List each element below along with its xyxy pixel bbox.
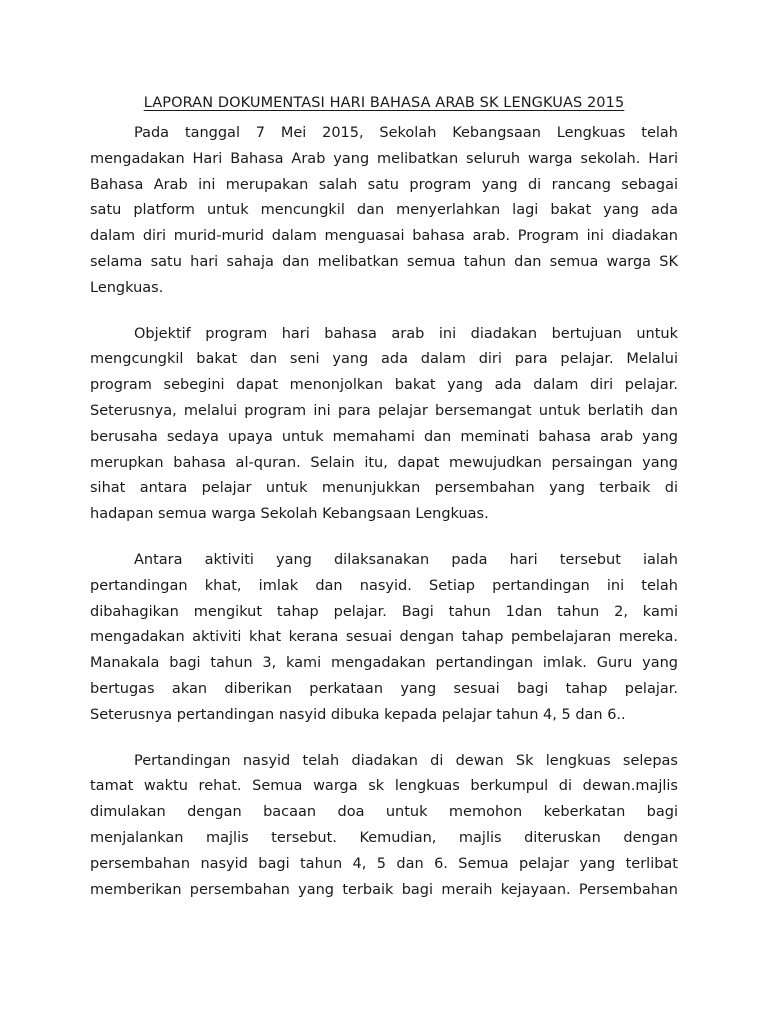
paragraph-line: satu platform untuk mencungkil dan menyerlahkan lagi bakat yang ada [90, 202, 678, 219]
paragraph-line: pertandingan khat, imlak dan nasyid. Setiap pertandingan ini telah [90, 577, 678, 594]
paragraph-line: dalam diri murid-murid dalam menguasai bahasa arab. Program ini diadakan [90, 228, 678, 245]
paragraph-line: selama satu hari sahaja dan melibatkan semua tahun dan semua warga SK [90, 253, 678, 270]
paragraph-3 [90, 548, 678, 729]
document-body [90, 121, 678, 923]
paragraph-line: berusaha sedaya upaya untuk memahami dan meminati bahasa arab yang [90, 428, 678, 445]
paragraph-4 [90, 749, 678, 904]
paragraph-line: Manakala bagi tahun 3, kami mengadakan pertandingan imlak. Guru yang [90, 655, 678, 672]
paragraph-line: Bahasa Arab ini merupakan salah satu program yang di rancang sebagai [90, 176, 678, 193]
paragraph-line: sihat antara pelajar untuk menunjukkan persembahan yang terbaik di [90, 480, 678, 497]
paragraph-line: mengadakan Hari Bahasa Arab yang melibatkan seluruh warga sekolah. Hari [90, 150, 678, 167]
paragraph-line: hadapan semua warga Sekolah Kebangsaan Lengkuas. [90, 506, 489, 523]
paragraph-line: memberikan persembahan yang terbaik bagi meraih kejayaan. Persembahan [90, 881, 678, 898]
paragraph-line: Pada tanggal 7 Mei 2015, Sekolah Kebangsaan Lengkuas telah [134, 125, 678, 141]
paragraph-line: Objektif program hari bahasa arab ini diadakan bertujuan untuk [134, 325, 678, 342]
paragraph-line: Pertandingan nasyid telah diadakan di dewan Sk lengkuas selepas [134, 752, 678, 769]
paragraph-line: Lengkuas. [90, 279, 164, 296]
paragraph-line: Seterusnya pertandingan nasyid dibuka kepada pelajar tahun 4, 5 dan 6.. [90, 706, 626, 723]
paragraph-line: tamat waktu rehat. Semua warga sk lengkuas berkumpul di dewan.majlis [90, 778, 678, 795]
paragraph-1 [90, 121, 678, 302]
paragraph-line: dimulakan dengan bacaan doa untuk memohon keberkatan bagi [90, 804, 678, 821]
paragraph-line: bertugas akan diberikan perkataan yang sesuai bagi tahap pelajar. [90, 680, 678, 697]
paragraph-2 [90, 322, 678, 528]
paragraph-line: mengcungkil bakat dan seni yang ada dalam diri para pelajar. Melalui [90, 351, 678, 368]
paragraph-line: mengadakan aktiviti khat kerana sesuai dengan tahap pembelajaran mereka. [90, 629, 678, 646]
paragraph-line: program sebegini dapat menonjolkan bakat yang ada dalam diri pelajar. [90, 377, 678, 394]
paragraph-line: dibahagikan mengikut tahap pelajar. Bagi tahun 1dan tahun 2, kami [90, 603, 678, 620]
paragraph-line: merupkan bahasa al-quran. Selain itu, dapat mewujudkan persaingan yang [90, 454, 678, 471]
paragraph-line: Seterusnya, melalui program ini para pelajar bersemangat untuk berlatih dan [90, 402, 678, 419]
paragraph-line: Antara aktiviti yang dilaksanakan pada hari tersebut ialah [134, 551, 678, 568]
document-title: LAPORAN DOKUMENTASI HARI BAHASA ARAB SK LENGKUAS 2015 [143, 95, 625, 111]
paragraph-line: menjalankan majlis tersebut. Kemudian, majlis diteruskan dengan [90, 829, 678, 846]
paragraph-line: persembahan nasyid bagi tahun 4, 5 dan 6. Semua pelajar yang terlibat [90, 855, 678, 872]
